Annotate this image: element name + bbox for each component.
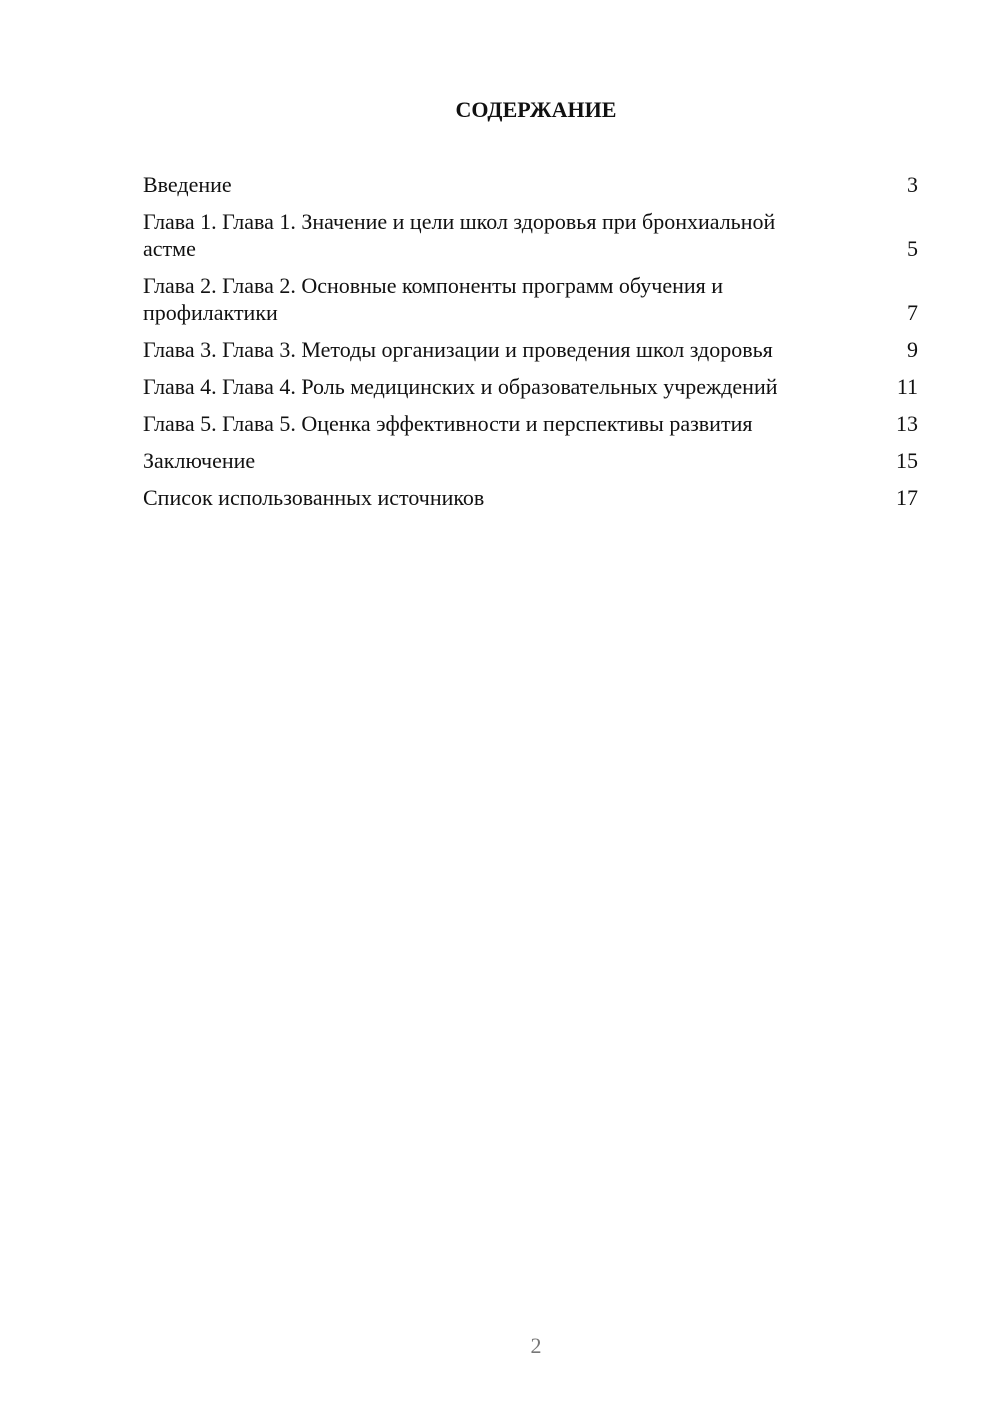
toc-entry-title: Заключение [143, 448, 256, 473]
toc-entry-page: 13 [896, 411, 918, 436]
toc-entry-title: Глава 2. Глава 2. Основные компоненты программ обучения и профилактики [143, 273, 724, 325]
toc-entry-page: 11 [896, 374, 918, 399]
toc-entry [143, 272, 918, 326]
toc-entry [143, 171, 918, 198]
toc-entry-page: 9 [907, 337, 918, 362]
toc-entry [143, 208, 918, 262]
table-of-contents [143, 171, 918, 521]
toc-entry-title: Глава 3. Глава 3. Методы организации и проведения школ здоровья [143, 337, 773, 362]
page-number: 2 [530, 1333, 542, 1358]
toc-entry [143, 410, 918, 437]
toc-entry-title: Глава 1. Глава 1. Значение и цели школ здоровья при бронхиальной астме [143, 209, 776, 261]
toc-entry-page: 3 [907, 172, 918, 197]
toc-entry-page: 5 [907, 236, 918, 261]
toc-entry-title: Глава 5. Глава 5. Оценка эффективности и перспективы развития [143, 411, 753, 436]
toc-entry [143, 373, 918, 400]
toc-entry [143, 484, 918, 511]
toc-entry-title: Введение [143, 172, 232, 197]
toc-entry-title: Глава 4. Глава 4. Роль медицинских и образовательных учреждений [143, 374, 778, 399]
toc-entry-page: 17 [896, 485, 918, 510]
toc-entry-page: 7 [907, 300, 918, 325]
toc-entry [143, 447, 918, 474]
toc-entry [143, 336, 918, 363]
toc-entry-page: 15 [896, 448, 918, 473]
page-title: СОДЕРЖАНИЕ [455, 97, 617, 122]
toc-entry-title: Список использованных источников [143, 485, 485, 510]
